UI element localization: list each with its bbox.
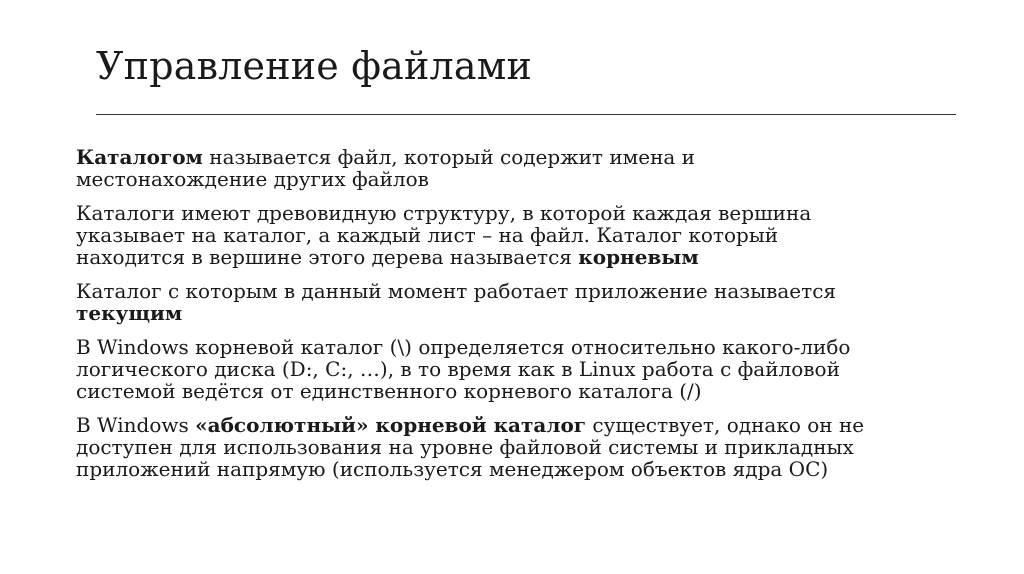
paragraph-absolute-root xyxy=(76,414,956,480)
text-segment: существует, однако он не xyxy=(586,413,865,437)
title-divider xyxy=(96,114,956,115)
term-current: текущим xyxy=(76,301,183,325)
term-catalog: Каталогом xyxy=(76,145,203,169)
paragraph-current-catalog xyxy=(76,280,956,324)
paragraph-windows-linux xyxy=(76,336,956,402)
text-segment: указывает на каталог, а каждый лист – на файл. Каталог который xyxy=(76,223,779,247)
text-segment: В Windows корневой каталог (\) определяется относительно какого-либо xyxy=(76,335,851,359)
text-segment: Каталоги имеют древовидную структуру, в которой каждая вершина xyxy=(76,201,812,225)
text-segment: доступен для использования на уровне файловой системы и прикладных xyxy=(76,435,854,459)
text-segment: В Windows xyxy=(76,413,196,437)
slide-title: Управление файлами xyxy=(96,44,533,88)
term-root: корневым xyxy=(578,245,699,269)
text-segment: находится в вершине этого дерева называется xyxy=(76,245,579,269)
paragraph-catalog-definition xyxy=(76,146,956,190)
paragraph-tree-structure xyxy=(76,202,956,268)
text-segment: называется файл, который содержит имена и xyxy=(202,145,696,169)
text-segment: Каталог с которым в данный момент работает приложение называется xyxy=(76,279,837,303)
slide-body xyxy=(76,146,956,492)
text-segment: приложений напрямую (используется менеджером объектов ядра ОС) xyxy=(76,457,829,481)
line-1 xyxy=(76,145,695,169)
term-absolute-root: «абсолютный» корневой каталог xyxy=(195,413,587,437)
text-segment: логического диска (D:, C:, …), в то время как в Linux работа с файловой xyxy=(76,357,840,381)
text-segment: местонахождение других файлов xyxy=(76,167,429,191)
text-segment: системой ведётся от единственного корневого каталога (/) xyxy=(76,379,702,403)
